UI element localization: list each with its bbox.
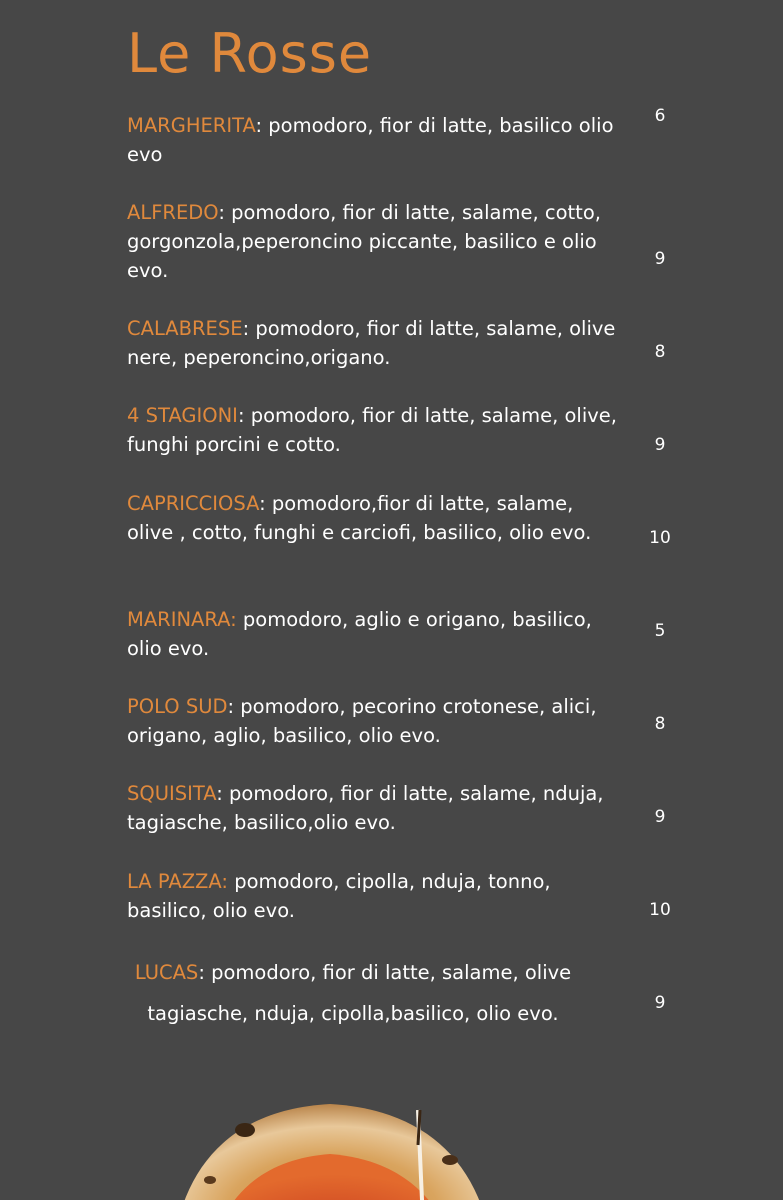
menu-item-alfredo [127,198,622,285]
pizza-photo [150,1090,510,1200]
item-description: pomodoro, cipolla, nduja, tonno, basilico, olio evo. [127,870,551,922]
item-description: : pomodoro, fior di latte, salame, nduja, tagiasche, basilico,olio evo. [127,782,604,834]
item-name: CAPRICCIOSA [127,492,260,515]
item-description: pomodoro, aglio e origano, basilico, olio evo. [127,608,592,660]
price-alfredo: 9 [654,249,666,269]
menu-item-calabrese [127,314,622,372]
menu-item-squisita [127,779,622,837]
price-margherita: 6 [654,106,666,126]
item-name: 4 STAGIONI [127,404,238,427]
menu-item-capricciosa [127,489,622,547]
item-description: : pomodoro, pecorino crotonese, alici, origano, aglio, basilico, olio evo. [127,695,597,747]
item-name: LUCAS [134,961,199,984]
item-description: : pomodoro, fior di latte, salame, olive, funghi porcini e cotto. [127,404,618,456]
price-capricciosa: 10 [649,528,671,548]
item-name: SQUISITA [127,782,217,805]
item-name: CALABRESE [127,317,243,340]
price-polo-sud: 8 [654,714,666,734]
item-description: : pomodoro, fior di latte, salame, olive nere, peperoncino,origano. [127,317,616,369]
price-marinara: 5 [654,621,666,641]
menu-item-marinara [127,605,622,663]
item-description: : pomodoro, fior di latte, basilico olio evo [127,114,614,166]
item-name: MARINARA: [127,608,237,631]
item-description: : pomodoro,fior di latte, salame, olive , cotto, funghi e carciofi, basilico, olio evo. [127,492,592,544]
item-name: MARGHERITA [127,114,256,137]
page-title: Le Rosse [127,22,373,85]
item-description: : pomodoro, fior di latte, salame, olive tagiasche, nduja, cipolla,basilico, olio evo. [147,961,572,1025]
price-4-stagioni: 9 [654,435,666,455]
menu-item-polo-sud [127,692,622,750]
menu-item-lucas [114,952,592,1034]
menu-item-margherita [127,111,622,169]
menu-item-4-stagioni [127,401,622,459]
item-name: POLO SUD [127,695,228,718]
item-name: ALFREDO [127,201,219,224]
item-description: : pomodoro, fior di latte, salame, cotto, gorgonzola,peperoncino piccante, basilico e olio evo. [127,201,601,282]
price-squisita: 9 [654,807,666,827]
price-la-pazza: 10 [649,900,671,920]
price-calabrese: 8 [654,342,666,362]
price-lucas: 9 [654,993,666,1013]
menu-item-la-pazza [127,867,622,925]
item-name: LA PAZZA: [127,870,228,893]
